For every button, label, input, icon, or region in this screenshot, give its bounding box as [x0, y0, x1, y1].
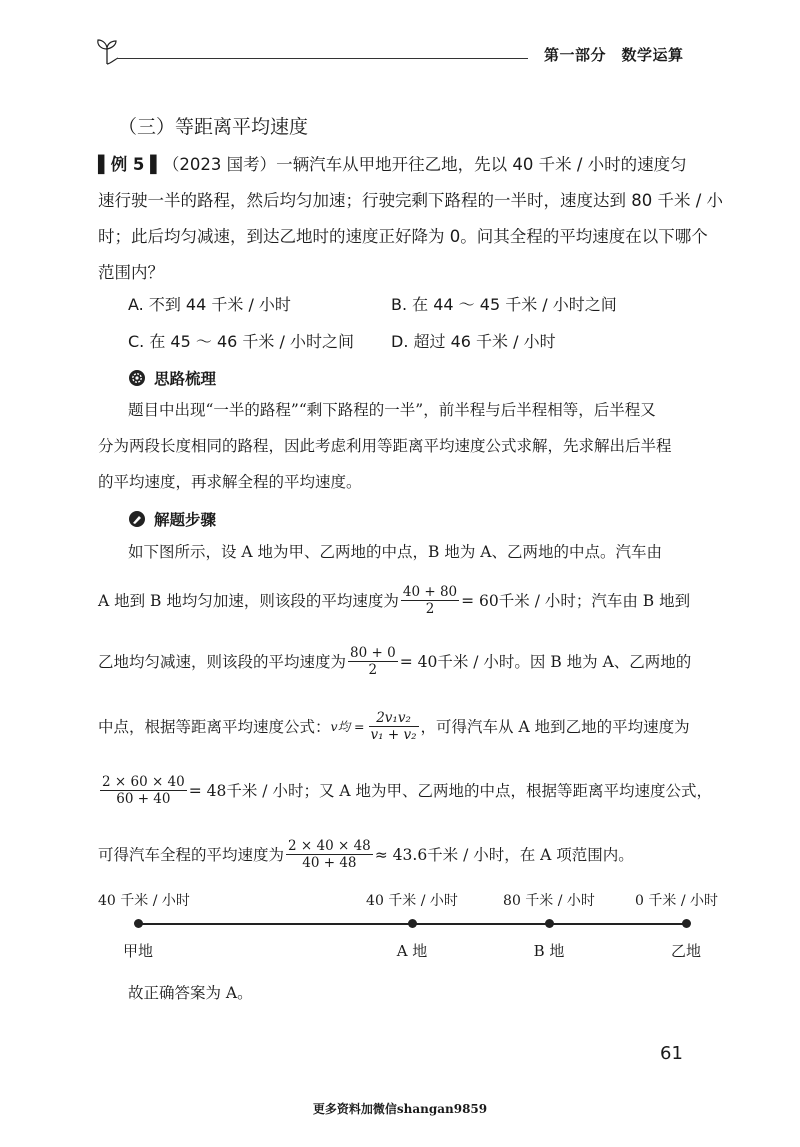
problem-statement	[98, 147, 724, 291]
pen-icon	[128, 510, 146, 528]
problem-line: 范围内？	[98, 263, 164, 282]
fraction: $\frac{\text{2v₁v₂}}{\text{v₁ + v₂}}$	[370, 709, 417, 743]
thinking-heading: 思路梳理	[128, 367, 216, 389]
option-b: B. 在 44 ～ 45 千米 / 小时之间	[391, 295, 617, 314]
gear-icon	[128, 369, 146, 387]
point-dot	[545, 919, 554, 928]
page-number: 61	[660, 1043, 683, 1064]
place-label: A 地	[396, 942, 428, 960]
point-dot	[408, 919, 417, 928]
formula-label: v均 =	[330, 719, 365, 734]
option-d: D. 超过 46 千米 / 小时	[391, 332, 556, 351]
place-label: 甲地	[122, 942, 153, 960]
header-rule	[118, 58, 528, 59]
problem-line: 时；此后均匀减速，到达乙地时的速度正好降为 0。问其全程的平均速度在以下哪个	[98, 227, 708, 246]
example-tag: ▌例 5 ▌	[98, 155, 163, 174]
conclusion: 故正确答案为 A。	[128, 984, 253, 1002]
problem-line: 速行驶一半的路程，然后均匀加速；行驶完剩下路程的一半时，速度达到 80 千米 / 小	[98, 191, 724, 210]
solution-line: 如下图所示，设 A 地为甲、乙两地的中点，B 地为 A、乙两地的中点。汽车由	[128, 543, 662, 561]
point-dot	[682, 919, 691, 928]
problem-line: ▌例 5 ▌（2023 国考）一辆汽车从甲地开往乙地，先以 40 千米 / 小时的速度匀	[98, 155, 687, 174]
thinking-line: 题目中出现“一半的路程”“剩下路程的一半”，前半程与后半程相等，后半程又	[128, 401, 656, 419]
fraction: $\frac{2 \times 60 \times 40}{60 + 40}$	[102, 773, 185, 807]
speed-label: 80 千米 / 小时	[503, 893, 595, 909]
option-a: A. 不到 44 千米 / 小时	[128, 295, 291, 314]
thinking-body	[98, 392, 672, 500]
solution-line: 中点，根据等距离平均速度公式： v均 = $\frac{\text{2v₁v₂}}{\text{v₁ + v₂}}$ ，可得汽车从 A 地到乙地的平均速度为	[98, 709, 690, 743]
header-title: 第一部分 数学运算	[544, 46, 684, 64]
solution-line: A 地到 B 地均匀加速，则该段的平均速度为 $\frac{40 + 80}{2}$ = 60千米 / 小时；汽车由 B 地到	[98, 583, 691, 617]
speed-label: 0 千米 / 小时	[635, 893, 718, 909]
speed-label: 40 千米 / 小时	[98, 893, 190, 909]
thinking-line: 的平均速度，再求解全程的平均速度。	[98, 473, 362, 491]
section-heading: （三）等距离平均速度	[118, 116, 309, 138]
number-line-diagram	[98, 888, 718, 968]
solution-line: 可得汽车全程的平均速度为 $\frac{2 \times 40 \times 48}{40 + 48}$ ≈ 43.6千米 / 小时，在 A 项范围内。	[98, 837, 634, 871]
fraction: $\frac{40 + 80}{2}$	[402, 583, 458, 617]
place-label: B 地	[533, 942, 565, 960]
footer-note: 更多资料加微信shangan9859	[312, 1102, 488, 1116]
solution-line: 乙地均匀减速，则该段的平均速度为 $\frac{80 + 0}{2}$ = 40千米 / 小时。因 B 地为 A、乙两地的	[98, 644, 692, 678]
place-label: 乙地	[670, 942, 701, 960]
fraction: $\frac{80 + 0}{2}$	[350, 644, 396, 678]
solution-heading: 解题步骤	[128, 508, 216, 530]
sprout-icon	[92, 36, 122, 66]
solution-line: $\frac{2 \times 60 \times 40}{60 + 40}$ = 48千米 / 小时；又 A 地为甲、乙两地的中点，根据等距离平均速度公式，	[102, 773, 712, 807]
point-dot	[134, 919, 143, 928]
option-c: C. 在 45 ～ 46 千米 / 小时之间	[128, 332, 354, 351]
speed-label: 40 千米 / 小时	[366, 893, 458, 909]
thinking-line: 分为两段长度相同的路程，因此考虑利用等距离平均速度公式求解，先求解出后半程	[98, 437, 672, 455]
fraction: $\frac{2 \times 40 \times 48}{40 + 48}$	[288, 837, 371, 871]
